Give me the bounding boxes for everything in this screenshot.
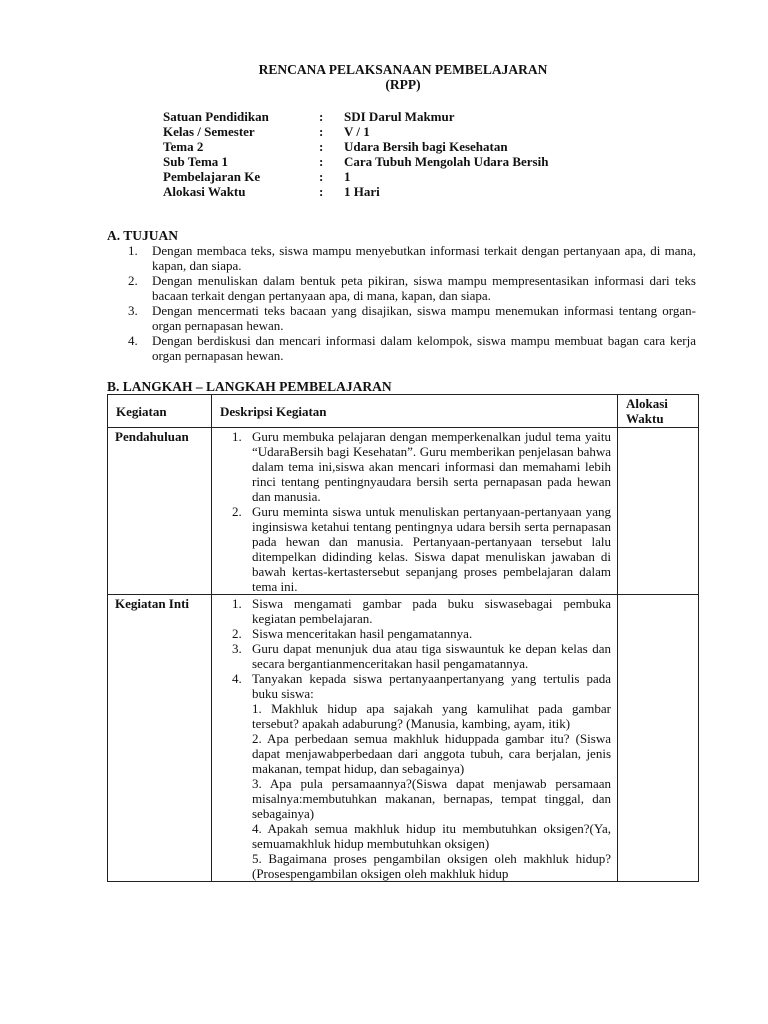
identity-value: Cara Tubuh Mengolah Udara Bersih [344, 154, 549, 169]
question-item: 1. Makhluk hidup apa sajakah yang kamulihat pada gambar tersebut? apakah adaburung? (Manusia, kambing, ayam, itik) [252, 701, 611, 731]
langkah-table [107, 394, 699, 882]
list-text: Guru meminta siswa untuk menuliskan pertanyaan-pertanyaan yang inginsiswa ketahui tentang pentingnya udara bersih serta pernapasan pada hewan dan manusia. Pertanyaan-pertanyaan tersebut lalu ditempelkan didinding kelas. Siswa dapat menuliskan jawaban di bawah kertas-kertastersebut sepanjang proses pembelajaran dalam tema ini. [252, 504, 611, 594]
document-title: RENCANA PELAKSANAAN PEMBELAJARAN [258, 62, 548, 77]
identity-label: Alokasi Waktu [163, 184, 246, 199]
identity-value: 1 [344, 169, 351, 184]
list-text: Guru dapat menunjuk dua atau tiga siswauntuk ke depan kelas dan secara bergantianmenceritakan hasil pengamatannya. [252, 641, 611, 671]
identity-value: SDI Darul Makmur [344, 109, 455, 124]
list-item [220, 626, 611, 641]
question-item: 2. Apa perbedaan semua makhluk hiduppada gambar itu? (Siswa dapat menjawabperbedaan dari anggota tubuh, cara berjalan, jenis makanan, tempat hidup, dan sebagainya) [252, 731, 611, 776]
column-header-deskripsi: Deskripsi Kegiatan [212, 395, 618, 428]
list-number: 1. [128, 243, 138, 258]
question-item: 4. Apakah semua makhluk hidup itu membutuhkan oksigen?(Ya, semuamakhluk hidup membutuhkan oksigen) [252, 821, 611, 851]
list-text: Dengan membaca teks, siswa mampu menyebutkan informasi terkait dengan pertanyaan apa, di mana, kapan, dan siapa. [152, 243, 696, 273]
identity-label: Tema 2 [163, 139, 204, 154]
tujuan-heading: A. TUJUAN [107, 228, 179, 243]
list-number: 3. [232, 641, 242, 656]
list-text: Dengan menuliskan dalam bentuk peta pikiran, siswa mampu mempresentasikan informasi dari teks bacaan terkait dengan pertanyaan apa, di mana, kapan, dan siapa. [152, 273, 696, 303]
table-header-row [108, 395, 699, 428]
list-item [128, 303, 696, 333]
identity-colon: : [319, 139, 324, 154]
list-item [220, 641, 611, 671]
list-text: Siswa menceritakan hasil pengamatannya. [252, 626, 473, 641]
kegiatan-cell: Kegiatan Inti [108, 595, 212, 882]
deskripsi-cell [212, 428, 618, 595]
identity-row [163, 169, 548, 184]
document-subtitle: (RPP) [385, 77, 421, 92]
identity-value: 1 Hari [344, 184, 380, 199]
identity-colon: : [319, 169, 324, 184]
list-item [128, 333, 696, 363]
list-number: 2. [232, 626, 242, 641]
list-number: 2. [128, 273, 138, 288]
list-number: 1. [232, 429, 242, 444]
column-header-kegiatan: Kegiatan [108, 395, 212, 428]
list-item [220, 429, 611, 504]
question-item: 5. Bagaimana proses pengambilan oksigen oleh makhluk hidup? (Prosespengambilan oksigen oleh makhluk hidup [252, 851, 611, 881]
list-number: 2. [232, 504, 242, 519]
identity-colon: : [319, 184, 324, 199]
list-item [128, 243, 696, 273]
identity-colon: : [319, 124, 324, 139]
list-text: Dengan mencermati teks bacaan yang disajikan, siswa mampu menemukan informasi tentang organ-organ pernapasan hewan. [152, 303, 696, 333]
identity-value: Udara Bersih bagi Kesehatan [344, 139, 508, 154]
deskripsi-cell [212, 595, 618, 882]
list-number: 4. [232, 671, 242, 686]
identity-colon: : [319, 109, 324, 124]
identity-row [163, 109, 548, 124]
langkah-heading: B. LANGKAH – LANGKAH PEMBELAJARAN [107, 379, 392, 394]
list-number: 4. [128, 333, 138, 348]
question-item: 3. Apa pula persamaannya?(Siswa dapat menjawab persamaan misalnya:membutuhkan makanan, bernapas, tempat tinggal, dan sebagainya) [252, 776, 611, 821]
identity-colon: : [319, 154, 324, 169]
column-header-alokasi: Alokasi Waktu [618, 395, 699, 428]
identity-label: Satuan Pendidikan [163, 109, 269, 124]
list-item [128, 273, 696, 303]
alokasi-cell [618, 595, 699, 882]
list-number: 3. [128, 303, 138, 318]
kegiatan-cell: Pendahuluan [108, 428, 212, 595]
table-row [108, 428, 699, 595]
identity-label: Pembelajaran Ke [163, 169, 261, 184]
identity-row [163, 154, 548, 169]
tujuan-list [128, 243, 696, 363]
list-item [220, 504, 611, 594]
list-item [220, 671, 611, 701]
list-text: Tanyakan kepada siswa pertanyaanpertanyang yang tertulis pada buku siswa: [252, 671, 611, 701]
list-text: Guru membuka pelajaran dengan memperkenalkan judul tema yaitu “UdaraBersih bagi Kesehatan”. Guru memberikan penjelasan bahwa dalam tema ini,siswa akan mencari informasi dan memahami lebih rinci tentang pentingnyaudara bersih serta pernapasan pada hewan dan manusia. [252, 429, 611, 504]
identity-label: Kelas / Semester [163, 124, 255, 139]
table-row [108, 595, 699, 882]
identity-row [163, 124, 548, 139]
identity-label: Sub Tema 1 [163, 154, 229, 169]
list-number: 1. [232, 596, 242, 611]
list-text: Siswa mengamati gambar pada buku siswasebagai pembuka kegiatan pembelajaran. [252, 596, 611, 626]
list-item [220, 596, 611, 626]
list-text: Dengan berdiskusi dan mencari informasi dalam kelompok, siswa mampu membuat bagan cara kerja organ pernapasan hewan. [152, 333, 696, 363]
identity-value: V / 1 [344, 124, 370, 139]
identity-row [163, 139, 548, 154]
alokasi-cell [618, 428, 699, 595]
identity-row [163, 184, 548, 199]
identity-block [163, 109, 548, 199]
